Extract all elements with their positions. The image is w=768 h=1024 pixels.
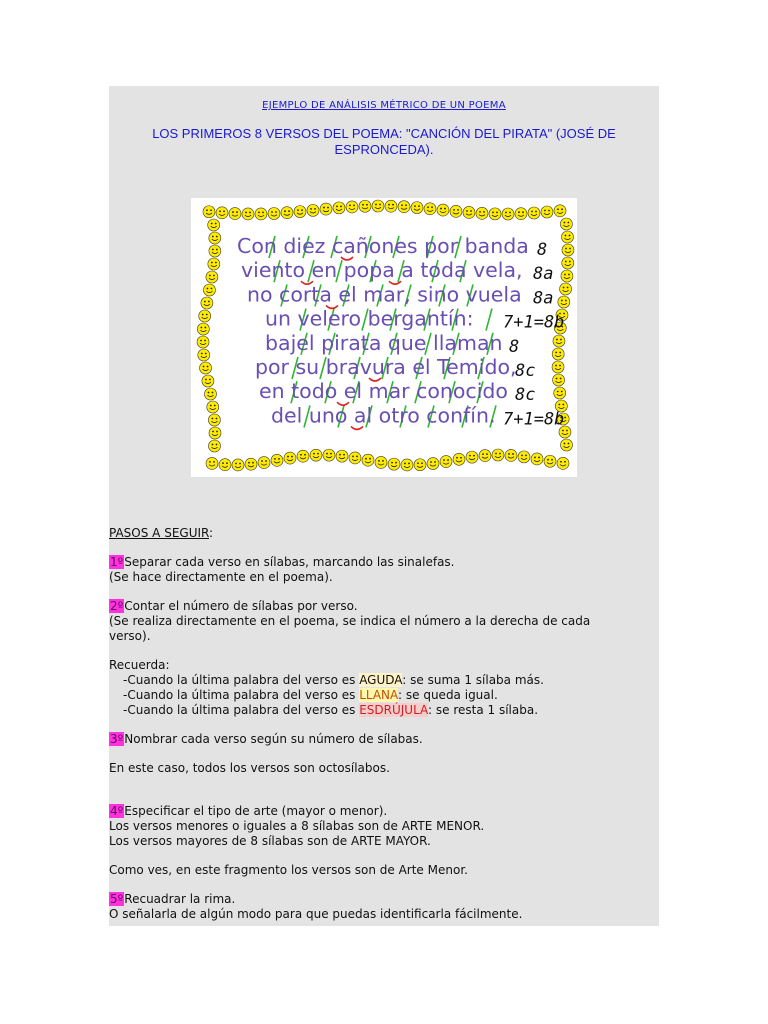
- smiley-icon: [242, 208, 254, 220]
- smiley-icon: [411, 202, 423, 214]
- smiley-icon: [208, 440, 220, 452]
- smiley-icon: [560, 439, 572, 451]
- smiley-icon: [207, 401, 219, 413]
- smiley-icon: [284, 452, 296, 464]
- smiley-icon: [204, 388, 216, 400]
- smiley-icon: [258, 457, 270, 469]
- smiley-icon: [492, 449, 504, 461]
- smiley-icon: [502, 208, 514, 220]
- poem-line: un velero bergantín:: [265, 306, 474, 331]
- step-4-note: Como ves, en este fragmento los versos son de Arte Menor.: [109, 863, 468, 877]
- smiley-icon: [385, 200, 397, 212]
- smiley-icon: [553, 374, 565, 386]
- smiley-icon: [232, 459, 244, 471]
- smiley-icon: [466, 451, 478, 463]
- smiley-icon: [208, 258, 220, 270]
- smiley-icon: [198, 349, 210, 361]
- poem-line: en todo el mar conocido: [259, 379, 508, 404]
- step-1: 1ºSeparar cada verso en sílabas, marcando las sinalefas.: [110, 555, 455, 569]
- poem-line: viento en popa a toda vela,: [241, 258, 523, 283]
- smiley-icon: [208, 219, 220, 231]
- step-5-number: 5º: [110, 892, 124, 906]
- smiley-icon: [560, 218, 572, 230]
- poem-line: Con diez cañones por banda: [237, 234, 529, 258]
- smiley-icon: [561, 270, 573, 282]
- step-4-line-2: Los versos mayores de 8 sílabas son de ARTE MAYOR.: [109, 834, 431, 848]
- smiley-icon: [200, 362, 212, 374]
- smiley-icon: [307, 204, 319, 216]
- smiley-icon: [414, 459, 426, 471]
- poem-illustration: [191, 198, 577, 477]
- poem-image: [191, 198, 577, 477]
- syllable-count: 8c: [515, 361, 536, 381]
- smiley-icon: [552, 361, 564, 373]
- smiley-icon: [560, 283, 572, 295]
- smiley-icon: [245, 458, 257, 470]
- smiley-icon: [209, 245, 221, 257]
- step-2-note-line-1: (Se realiza directamente en el poema, se indica el número a la derecha de cada: [109, 614, 591, 628]
- smiley-icon: [310, 449, 322, 461]
- rule-llana: -Cuando la última palabra del verso es LLANA: se queda igual.: [123, 688, 498, 702]
- step-3-note: En este caso, todos los versos son octosílabos.: [109, 761, 390, 775]
- poem-line: no corta el mar, sino vuela: [247, 282, 522, 307]
- smiley-icon: [219, 459, 231, 471]
- smiley-icon: [541, 206, 553, 218]
- syllable-count: 8: [509, 336, 520, 357]
- smiley-icon: [479, 450, 491, 462]
- step-2-number: 2º: [110, 599, 124, 613]
- syllable-count: 7+1=8b: [503, 312, 565, 333]
- smiley-icon: [359, 200, 371, 212]
- smiley-icon: [515, 208, 527, 220]
- smiley-icon: [463, 206, 475, 218]
- syllable-count: 7+1=8b: [503, 409, 565, 430]
- smiley-icon: [209, 427, 221, 439]
- smiley-icon: [201, 297, 213, 309]
- poem-line: por su bravura el Temido,: [255, 355, 517, 379]
- page-title[interactable]: EJEMPLO DE ANÁLISIS MÉTRICO DE UN POEMA: [262, 100, 506, 111]
- smiley-icon: [453, 453, 465, 465]
- smiley-icon: [401, 459, 413, 471]
- step-3: 3ºNombrar cada verso según su número de sílabas.: [110, 732, 423, 746]
- smiley-icon: [229, 208, 241, 220]
- smiley-icon: [297, 450, 309, 462]
- smiley-icon: [208, 414, 220, 426]
- smiley-icon: [489, 208, 501, 220]
- smiley-icon: [197, 336, 209, 348]
- smiley-icon: [372, 200, 384, 212]
- smiley-icon: [203, 284, 215, 296]
- smiley-icon: [323, 449, 335, 461]
- smiley-icon: [255, 208, 267, 220]
- syllable-count: 8: [537, 240, 548, 260]
- step-4-number: 4º: [110, 804, 124, 818]
- smiley-icon: [346, 201, 358, 213]
- smiley-icon: [375, 456, 387, 468]
- poem-line: del uno al otro confín.: [271, 403, 496, 428]
- step-2: 2ºContar el número de sílabas por verso.: [110, 599, 358, 613]
- smiley-icon: [333, 202, 345, 214]
- smiley-icon: [562, 257, 574, 269]
- smiley-icon: [531, 453, 543, 465]
- syllable-count: 8a: [533, 264, 554, 285]
- smiley-icon: [362, 454, 374, 466]
- smiley-icon: [518, 451, 530, 463]
- smiley-icon: [398, 201, 410, 213]
- step-5: 5ºRecuadrar la rima.: [110, 892, 236, 906]
- smiley-icon: [544, 455, 556, 467]
- smiley-icon: [336, 450, 348, 462]
- smiley-icon: [388, 458, 400, 470]
- smiley-icon: [557, 457, 569, 469]
- smiley-icon: [271, 454, 283, 466]
- smiley-icon: [558, 296, 570, 308]
- syllable-count: 8a: [533, 288, 554, 309]
- smiley-icon: [553, 335, 565, 347]
- step-5-note: O señalarla de algún modo para que puedas identificarla fácilmente.: [109, 907, 523, 921]
- step-2-note-line-2: verso).: [109, 629, 151, 643]
- step-1-number: 1º: [110, 555, 124, 569]
- step-1-note: (Se hace directamente en el poema).: [109, 570, 333, 584]
- smiley-icon: [294, 206, 306, 218]
- smiley-icon: [349, 452, 361, 464]
- smiley-icon: [554, 387, 566, 399]
- step-4: 4ºEspecificar el tipo de arte (mayor o menor).: [110, 804, 388, 818]
- smiley-icon: [562, 244, 574, 256]
- rule-aguda: -Cuando la última palabra del verso es AGUDA: se suma 1 sílaba más.: [123, 673, 544, 687]
- rule-esdrujula: -Cuando la última palabra del verso es ESDRÚJULA: se resta 1 sílaba.: [123, 703, 539, 717]
- smiley-icon: [268, 208, 280, 220]
- smiley-icon: [561, 231, 573, 243]
- recuerda-label: Recuerda:: [109, 658, 170, 672]
- poem-lines: [237, 234, 529, 427]
- step-4-line-1: Los versos menores o iguales a 8 sílabas son de ARTE MENOR.: [109, 819, 485, 833]
- smiley-icon: [281, 207, 293, 219]
- smiley-icon: [203, 206, 215, 218]
- smiley-icon: [320, 203, 332, 215]
- smiley-icon: [199, 310, 211, 322]
- smiley-icon: [216, 207, 228, 219]
- step-3-number: 3º: [110, 732, 124, 746]
- smiley-icon: [552, 348, 564, 360]
- smiley-icon: [505, 449, 517, 461]
- smiley-icon: [528, 207, 540, 219]
- poem-line: bajel pirata que llaman: [265, 330, 503, 355]
- smiley-icon: [476, 207, 488, 219]
- smiley-icon: [202, 375, 214, 387]
- smiley-icon: [440, 456, 452, 468]
- syllable-mark: [486, 309, 492, 331]
- smiley-icon: [437, 204, 449, 216]
- smiley-icon: [427, 458, 439, 470]
- steps-section: [109, 526, 654, 922]
- smiley-icon: [209, 232, 221, 244]
- smiley-icon: [206, 271, 218, 283]
- smiley-icon: [197, 323, 209, 335]
- smiley-icon: [424, 203, 436, 215]
- steps-heading: PASOS A SEGUIR:: [109, 526, 214, 540]
- smiley-icon: [450, 205, 462, 217]
- syllable-count: 8c: [515, 385, 536, 406]
- document-page: [109, 86, 659, 926]
- smiley-icon: [206, 457, 218, 469]
- smiley-icon: [554, 205, 566, 217]
- page-subtitle: LOS PRIMEROS 8 VERSOS DEL POEMA: "CANCIÓN DEL PIRATA" (JOSÉ DE ESPRONCEDA).: [152, 126, 616, 157]
